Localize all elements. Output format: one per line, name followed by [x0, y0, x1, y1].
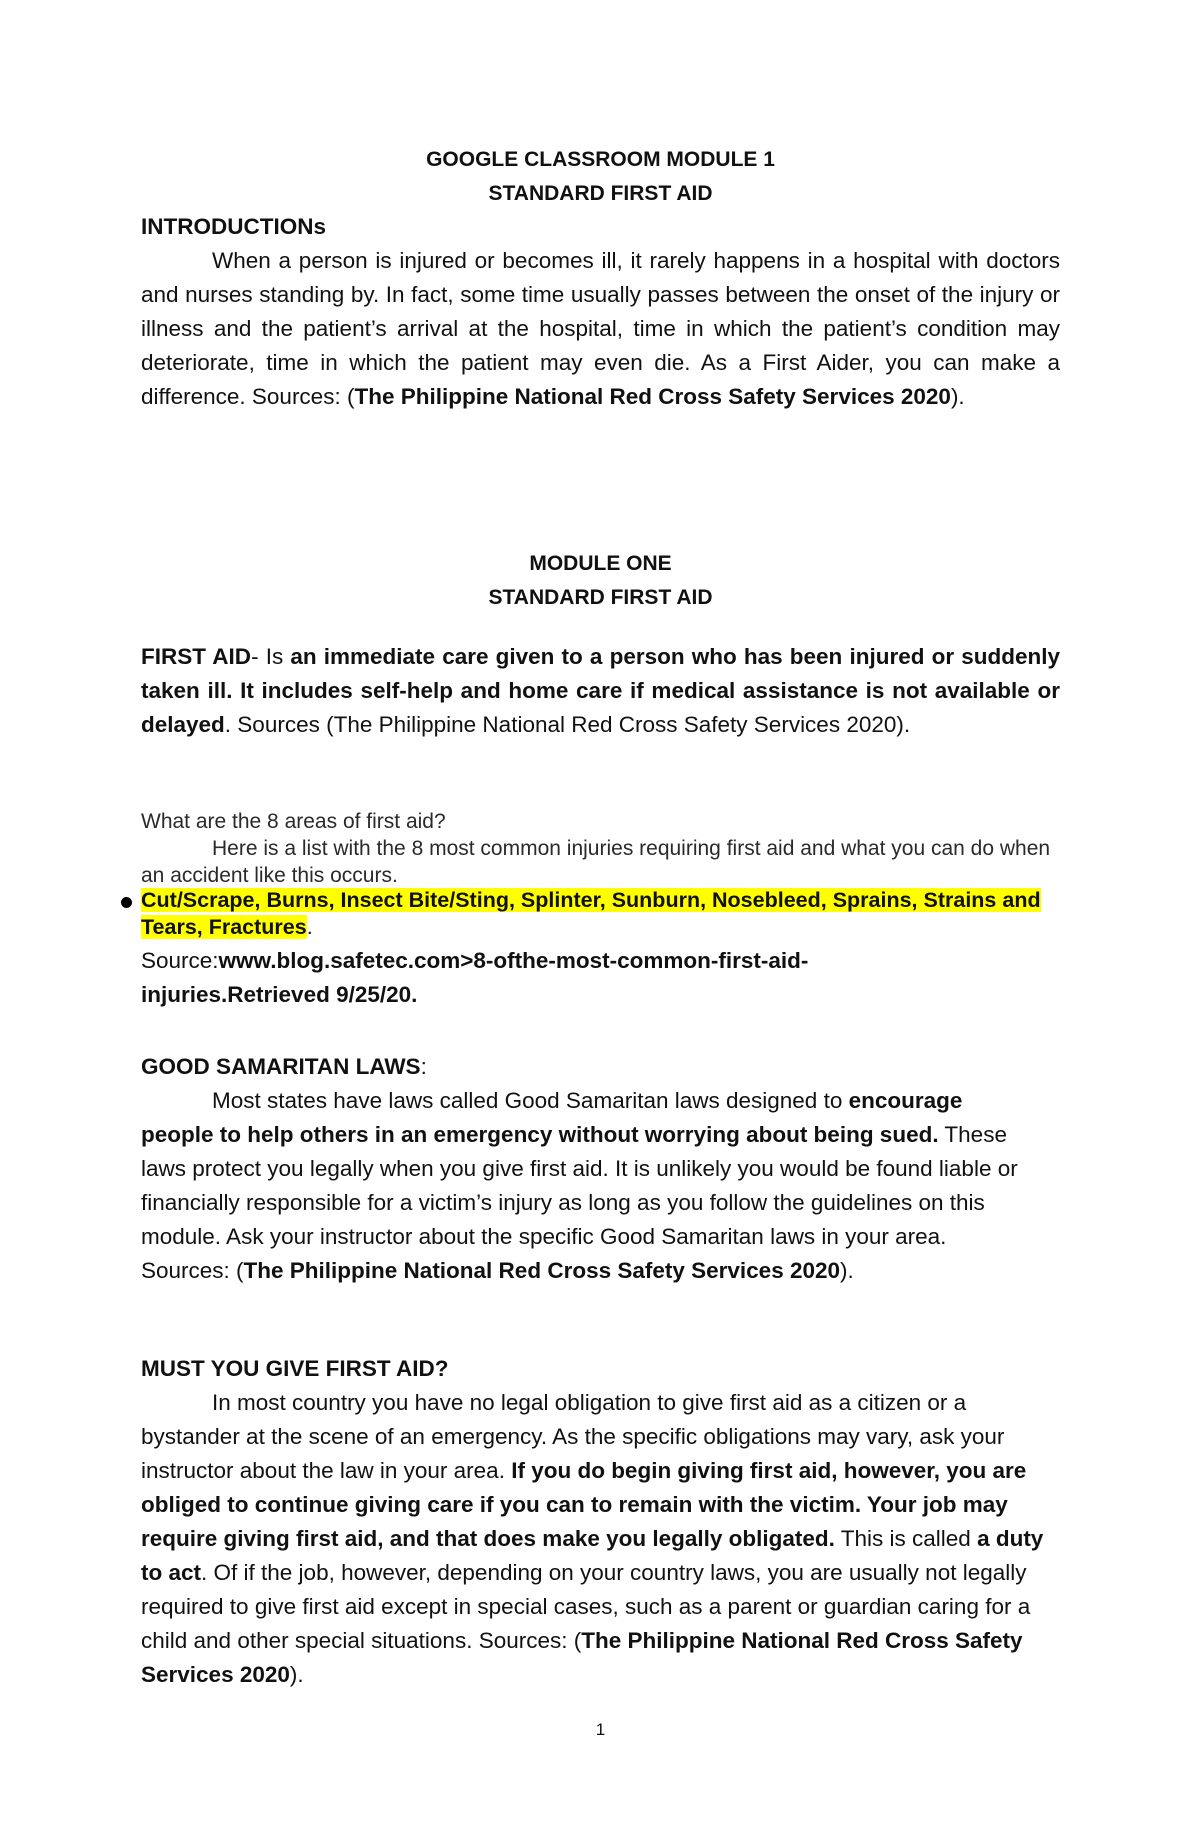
- module-subtitle: STANDARD FIRST AID: [488, 586, 713, 609]
- must-intro: In most country you have no legal obligation to give first aid as a citizen or a bystander at the scene of an emergency. As the specific obligations may vary, ask your instructor about the law in your area.: [141, 1390, 1005, 1483]
- injury-list-text: [141, 887, 1060, 941]
- must-bold: If you do begin giving first aid, however, you are obliged to continue giving care if you can to remain with the victim. Your job may require giving first aid, and that does make you legally obligated.: [141, 1458, 1027, 1551]
- samaritan-bold: encourage people to help others in an emergency without worrying about being sued.: [141, 1088, 963, 1147]
- samaritan-source: The Philippine National Red Cross Safety Services 2020: [243, 1258, 841, 1283]
- must-heading: MUST YOU GIVE FIRST AID?: [141, 1356, 449, 1381]
- intro-paragraph: [141, 244, 1060, 414]
- first-aid-source: . Sources (The Philippine National Red Cross Safety Services 2020).: [224, 712, 911, 737]
- document-subtitle: STANDARD FIRST AID: [488, 182, 713, 205]
- page-number: 1: [595, 1720, 606, 1739]
- first-aid-dash: - Is: [251, 644, 291, 669]
- first-aid-definition-text: an immediate care given to a person who has been injured or suddenly taken ill. It includes self-help and home care if medical assistance is not available or delayed: [141, 644, 1061, 737]
- samaritan-paragraph: [141, 1084, 1041, 1288]
- areas-source-url: www.blog.safetec.com>8-ofthe-most-common-first-aid-injuries.Retrieved 9/25/20.: [141, 948, 809, 1007]
- samaritan-body: These laws protect you legally when you give first aid. It is unlikely you would be found liable or financially responsible for a victim’s injury as long as you follow the guidelines on this module. Ask your instructor about the specific Good Samaritan laws in your area. Sources: (: [141, 1122, 1018, 1283]
- must-paragraph: [141, 1386, 1051, 1692]
- document-title: GOOGLE CLASSROOM MODULE 1: [426, 148, 775, 171]
- module-title: MODULE ONE: [529, 552, 672, 575]
- must-source: The Philippine National Red Cross Safety Services 2020: [141, 1628, 1023, 1687]
- must-duty: a duty to act: [141, 1526, 1044, 1585]
- areas-source-label: Source:: [141, 948, 219, 973]
- intro-body: When a person is injured or becomes ill, it rarely happens in a hospital with doctors and nurses standing by. In fact, some time usually passes between the onset of the injury or illness and the patient’s arrival at the hospital, time in which the patient’s condition may deteriorate, time in which the patient may even die. As a First Aider, you can make a difference. Sources: (: [141, 248, 1060, 409]
- document-page: [141, 0, 1060, 1835]
- samaritan-heading: [141, 1050, 1060, 1084]
- areas-source: [141, 944, 901, 1012]
- areas-intro: Here is a list with the 8 most common injuries requiring first aid and what you can do when an accident like this occurs.: [141, 837, 1051, 887]
- intro-source-end: ).: [950, 384, 965, 409]
- must-source-end: ).: [289, 1662, 304, 1687]
- samaritan-heading-end: :: [420, 1054, 427, 1079]
- areas-question: What are the 8 areas of first aid?: [141, 810, 446, 833]
- intro-heading: INTRODUCTIONs: [141, 214, 326, 239]
- samaritan-heading-text: GOOD SAMARITAN LAWS: [141, 1054, 421, 1079]
- first-aid-term: FIRST AID: [141, 644, 252, 669]
- samaritan-source-end: ).: [840, 1258, 854, 1283]
- injury-list-highlight: Cut/Scrape, Burns, Insect Bite/Sting, Splinter, Sunburn, Nosebleed, Sprains, Strains and Tears, Fractures: [141, 888, 1041, 939]
- intro-source: The Philippine National Red Cross Safety Services 2020: [354, 384, 951, 409]
- first-aid-definition: [141, 640, 1060, 742]
- must-mid: This is called: [834, 1526, 978, 1551]
- bullet-icon: [121, 897, 132, 908]
- must-body: . Of if the job, however, depending on your country laws, you are usually not legally required to give first aid except in special cases, such as a parent or guardian caring for a child and other special situations. Sources: (: [141, 1560, 1031, 1653]
- injury-list-end: .: [306, 915, 313, 939]
- samaritan-intro: Most states have laws called Good Samaritan laws designed to: [212, 1088, 849, 1113]
